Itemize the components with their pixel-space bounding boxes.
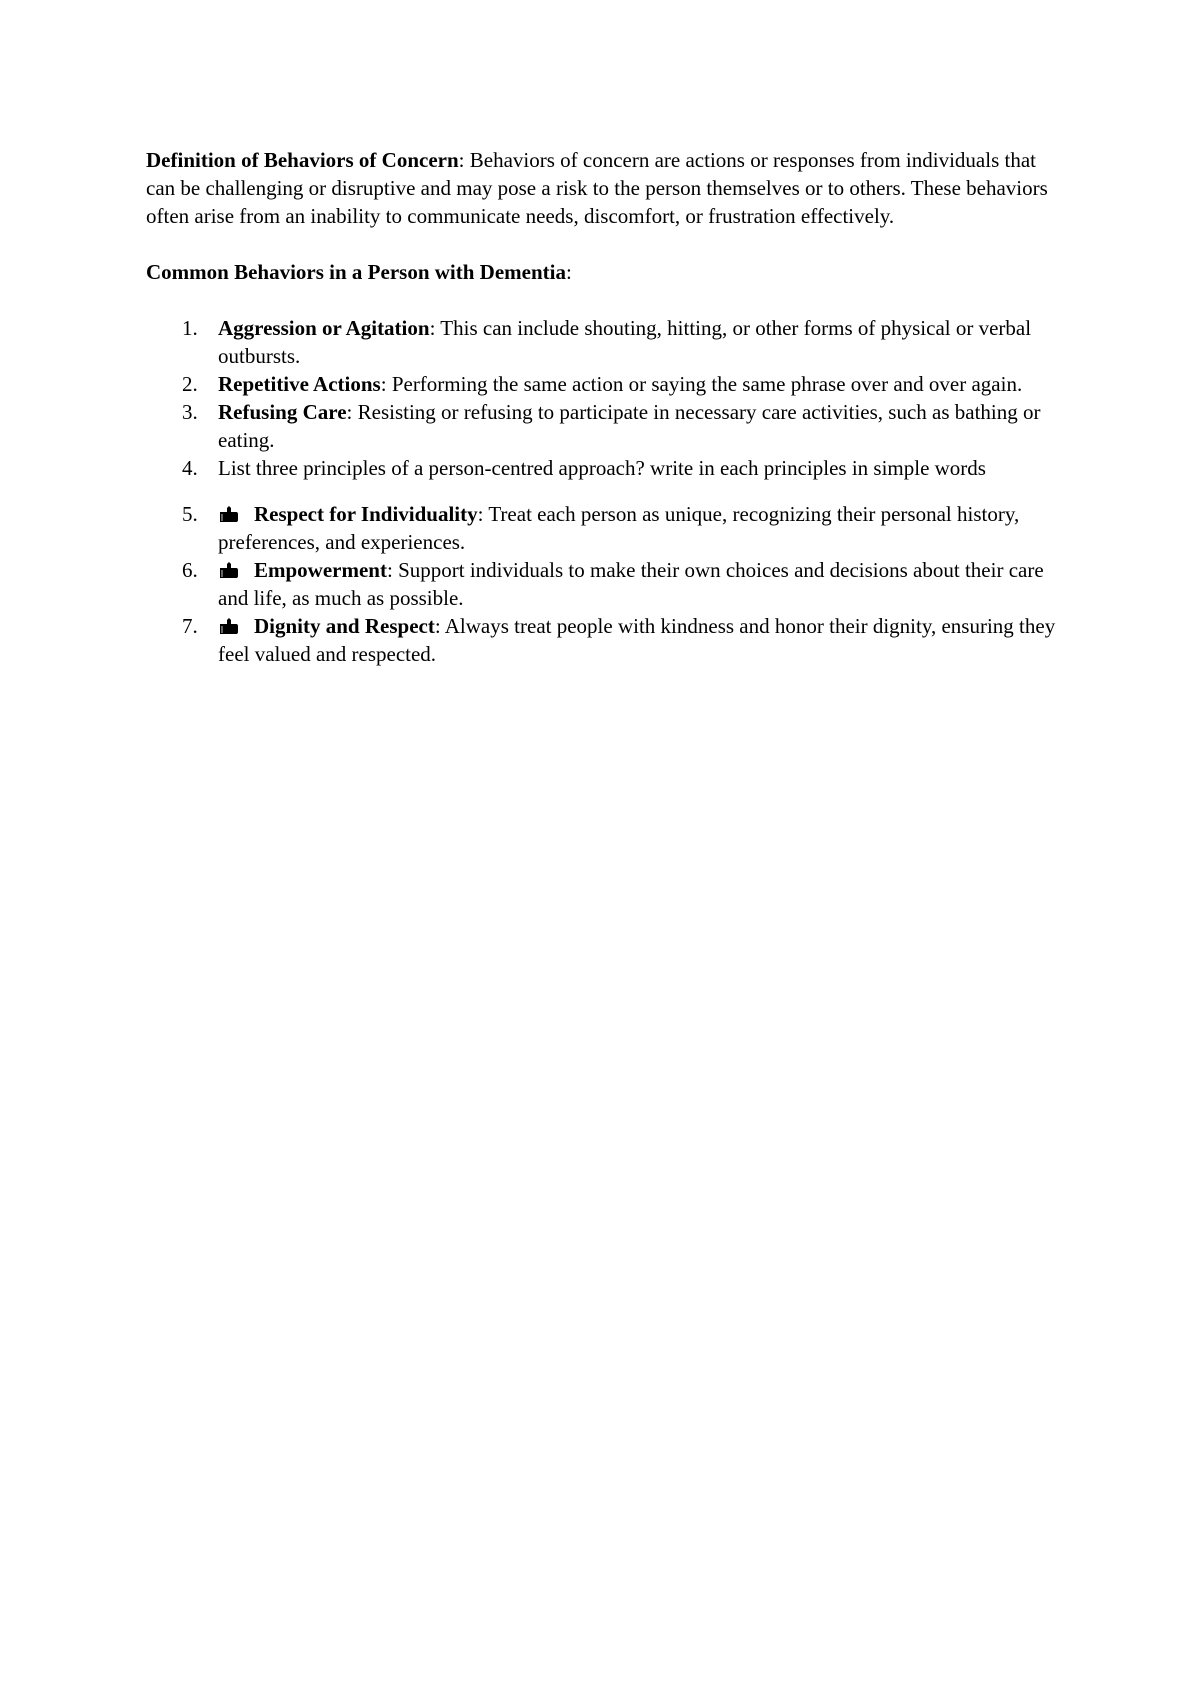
list-spacer xyxy=(146,482,1066,500)
definition-text: Behaviors of concern are actions or responses from individuals that can be challenging or disruptive and may pose a risk to the person themselves or to others. These behaviors often arise from an inability to communicate needs, discomfort, or frustration effectively. xyxy=(146,148,1048,228)
list-item xyxy=(146,556,1066,612)
list-item-text: List three principles of a person-centred approach? write in each principles in simple words xyxy=(218,456,986,480)
definition-paragraph xyxy=(146,146,1066,230)
list-number: 3. xyxy=(182,400,198,424)
list-item xyxy=(146,612,1066,668)
list-number: 4. xyxy=(182,456,198,480)
definition-separator: : xyxy=(458,148,465,172)
list-number: 6. xyxy=(182,558,198,582)
list-item-term: Aggression or Agitation xyxy=(218,316,430,340)
list-item xyxy=(146,370,1066,398)
list-item-term: Empowerment xyxy=(254,558,387,582)
hand-pointing-icon xyxy=(218,505,240,523)
hand-pointing-icon xyxy=(218,561,240,579)
common-behaviors-separator: : xyxy=(565,260,572,284)
list-item-text: : Support individuals to make their own choices and decisions about their care and life, as much as possible. xyxy=(218,558,1044,610)
list-item-text: : Performing the same action or saying the same phrase over and over again. xyxy=(380,372,1023,396)
common-behaviors-term: Common Behaviors in a Person with Dementia xyxy=(146,260,566,284)
hand-pointing-icon xyxy=(218,617,240,635)
list-item xyxy=(146,500,1066,556)
list-item-text: : This can include shouting, hitting, or other forms of physical or verbal outbursts. xyxy=(218,316,1032,368)
list-item-term: Refusing Care xyxy=(218,400,347,424)
list-item-text: : Always treat people with kindness and honor their dignity, ensuring they feel valued and respected. xyxy=(218,614,1056,666)
list-item-term: Repetitive Actions xyxy=(218,372,381,396)
list-number: 1. xyxy=(182,316,198,340)
list-item-term: Respect for Individuality xyxy=(254,502,478,526)
list-item xyxy=(146,398,1066,454)
definition-term: Definition of Behaviors of Concern xyxy=(146,148,459,172)
list-number: 7. xyxy=(182,614,198,638)
list-number: 2. xyxy=(182,372,198,396)
behaviors-list xyxy=(146,314,1066,668)
list-item xyxy=(146,314,1066,370)
list-item xyxy=(146,454,1066,482)
list-number: 5. xyxy=(182,502,198,526)
list-item-term: Dignity and Respect xyxy=(254,614,435,638)
document-body xyxy=(146,146,1066,668)
list-item-text: : Treat each person as unique, recognizing their personal history, preferences, and experiences. xyxy=(218,502,1020,554)
common-behaviors-heading xyxy=(146,258,1066,286)
list-item-text: : Resisting or refusing to participate in necessary care activities, such as bathing or eating. xyxy=(218,400,1041,452)
